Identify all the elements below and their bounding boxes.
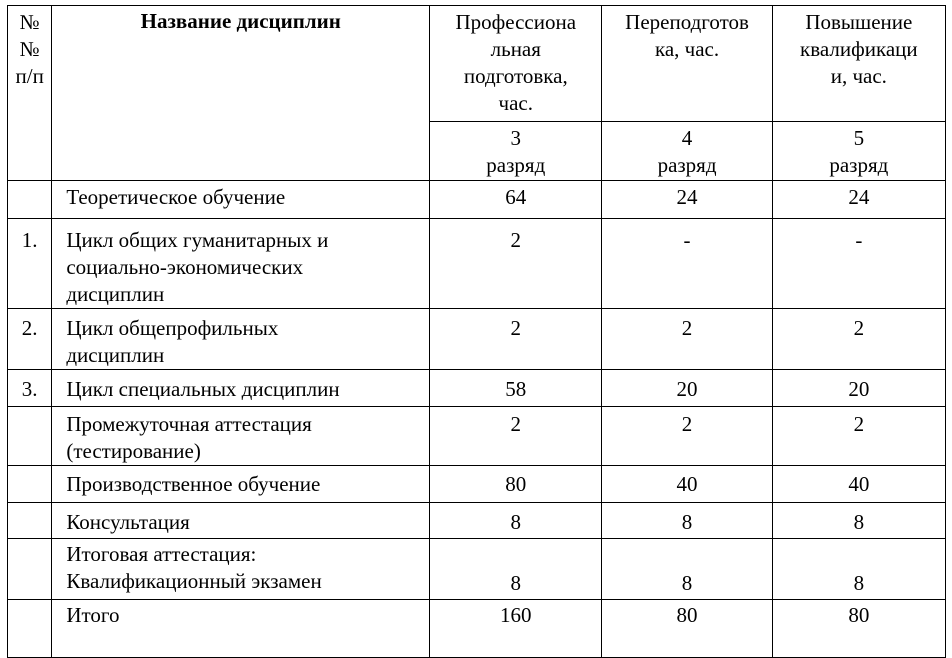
row-retraining-value: 8 xyxy=(602,539,772,600)
table-row xyxy=(8,466,946,503)
grade-upgrade-cell xyxy=(772,122,945,181)
header-prof-line: льная xyxy=(490,37,541,61)
row-name-line: (тестирование) xyxy=(66,439,201,463)
row-name xyxy=(52,407,430,466)
row-num xyxy=(8,539,52,600)
row-prof-value: 8 xyxy=(430,503,602,539)
header-name: Название дисциплин xyxy=(140,9,341,33)
row-name-line: Производственное обучение xyxy=(66,472,321,496)
grade-retraining-line: 4 xyxy=(681,126,693,150)
row-name xyxy=(52,181,430,219)
row-upgrade-value: 8 xyxy=(772,503,945,539)
row-retraining-value: 2 xyxy=(602,309,772,370)
row-name-line: Итоговая аттестация: xyxy=(66,542,257,566)
row-name-line: Цикл общих гуманитарных и xyxy=(66,228,329,252)
row-prof-value: 2 xyxy=(430,407,602,466)
row-name-line: Промежуточная аттестация xyxy=(66,412,312,436)
table-row xyxy=(8,539,946,600)
table-row xyxy=(8,181,946,219)
row-retraining-value: 40 xyxy=(602,466,772,503)
row-upgrade-value: - xyxy=(772,219,945,309)
grade-prof-cell xyxy=(430,122,602,181)
table-row xyxy=(8,600,946,658)
grade-prof-line: разряд xyxy=(486,153,546,177)
row-upgrade-value: 2 xyxy=(772,309,945,370)
grade-upgrade-line: разряд xyxy=(829,153,889,177)
header-prof-line: подготовка, xyxy=(463,64,568,88)
header-upgrade-line: квалификаци xyxy=(800,37,918,61)
row-name-line: Цикл общепрофильных xyxy=(66,316,279,340)
row-retraining-value: 24 xyxy=(602,181,772,219)
row-prof-value: 80 xyxy=(430,466,602,503)
row-name-line: социально-экономических xyxy=(66,255,304,279)
table-row xyxy=(8,503,946,539)
row-name xyxy=(52,503,430,539)
row-name-line: Итого xyxy=(66,603,120,627)
header-row xyxy=(8,6,946,122)
row-num xyxy=(8,181,52,219)
row-upgrade-value: 40 xyxy=(772,466,945,503)
curriculum-table xyxy=(7,5,946,658)
header-upgrade-cell xyxy=(772,6,945,122)
grade-retraining-cell xyxy=(602,122,772,181)
header-num-line: № xyxy=(19,37,40,61)
header-retraining-cell xyxy=(602,6,772,122)
row-upgrade-value: 20 xyxy=(772,370,945,407)
row-num xyxy=(8,503,52,539)
row-name-line: Цикл специальных дисциплин xyxy=(66,377,340,401)
row-prof-value: 2 xyxy=(430,309,602,370)
table-row xyxy=(8,219,946,309)
table-row xyxy=(8,370,946,407)
row-retraining-value: 20 xyxy=(602,370,772,407)
row-num: 3. xyxy=(8,370,52,407)
row-name xyxy=(52,600,430,658)
header-num-cell xyxy=(8,6,52,181)
row-name xyxy=(52,309,430,370)
row-name xyxy=(52,539,430,600)
header-prof-line: час. xyxy=(498,91,533,115)
row-upgrade-value: 80 xyxy=(772,600,945,658)
grade-upgrade-line: 5 xyxy=(853,126,865,150)
row-num xyxy=(8,600,52,658)
row-retraining-value: - xyxy=(602,219,772,309)
row-num: 2. xyxy=(8,309,52,370)
row-num xyxy=(8,407,52,466)
page xyxy=(7,5,946,646)
row-name-line: дисциплин xyxy=(66,343,165,367)
table-row xyxy=(8,407,946,466)
row-name-line: Консультация xyxy=(66,510,190,534)
row-retraining-value: 2 xyxy=(602,407,772,466)
header-upgrade-line: и, час. xyxy=(830,64,887,88)
row-upgrade-value: 24 xyxy=(772,181,945,219)
row-name-line: Теоретическое обучение xyxy=(66,185,286,209)
row-upgrade-value: 2 xyxy=(772,407,945,466)
row-prof-value: 160 xyxy=(430,600,602,658)
row-num: 1. xyxy=(8,219,52,309)
grade-retraining-line: разряд xyxy=(657,153,717,177)
row-name-line: Квалификационный экзамен xyxy=(66,569,322,593)
row-prof-value: 64 xyxy=(430,181,602,219)
header-prof-cell xyxy=(430,6,602,122)
row-retraining-value: 8 xyxy=(602,503,772,539)
row-name-line: дисциплин xyxy=(66,282,165,306)
header-num-line: № xyxy=(19,10,40,34)
row-prof-value: 58 xyxy=(430,370,602,407)
row-upgrade-value: 8 xyxy=(772,539,945,600)
header-retraining-line: Переподготов xyxy=(625,10,749,34)
header-retraining-line: ка, час. xyxy=(654,37,720,61)
row-name xyxy=(52,370,430,407)
row-prof-value: 2 xyxy=(430,219,602,309)
table-row xyxy=(8,309,946,370)
row-num xyxy=(8,466,52,503)
row-name xyxy=(52,466,430,503)
header-prof-line: Профессиона xyxy=(455,10,577,34)
header-num-line: п/п xyxy=(15,64,44,88)
row-name xyxy=(52,219,430,309)
header-name-cell xyxy=(52,6,430,181)
row-prof-value: 8 xyxy=(430,539,602,600)
row-retraining-value: 80 xyxy=(602,600,772,658)
header-upgrade-line: Повышение xyxy=(805,10,913,34)
grade-prof-line: 3 xyxy=(510,126,522,150)
